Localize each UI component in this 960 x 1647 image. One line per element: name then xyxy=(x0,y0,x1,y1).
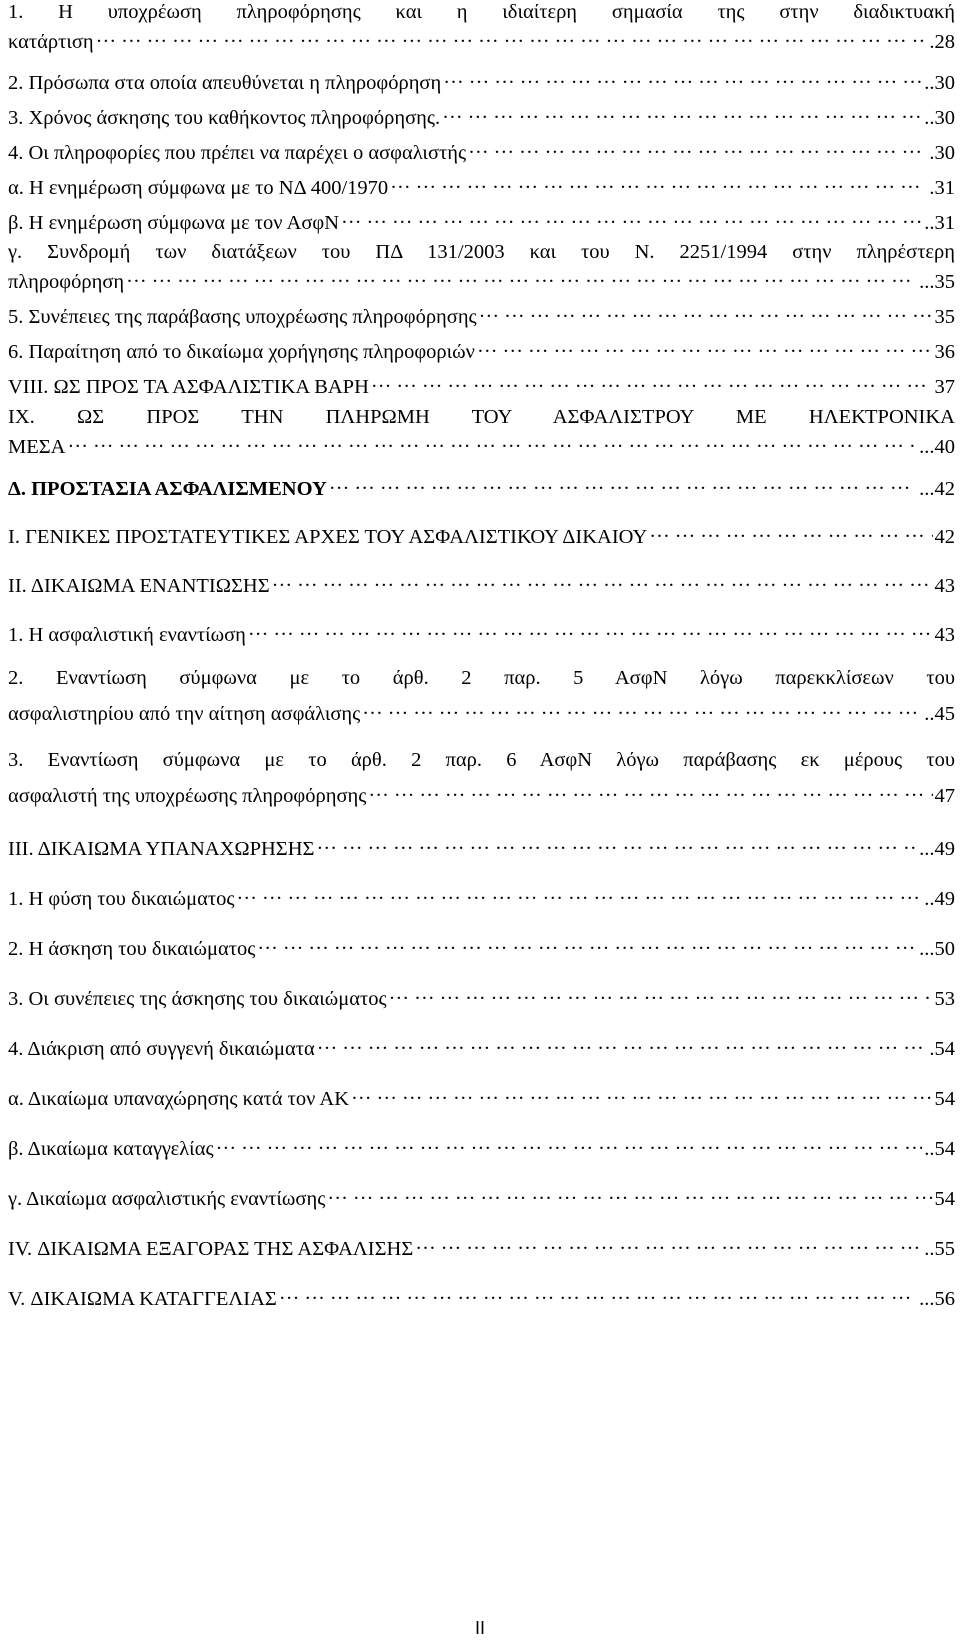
toc-entry xyxy=(8,405,955,471)
toc-page-number: .31 xyxy=(929,177,955,199)
toc-entry-title: α. Η ενημέρωση σύμφωνα με το ΝΔ 400/1970 xyxy=(8,177,389,199)
toc-entry-title-continued: κατάρτιση xyxy=(8,31,94,53)
toc-entry xyxy=(8,666,955,748)
dot-leader xyxy=(390,170,927,194)
dot-leader xyxy=(368,778,932,802)
toc-page-number: ..30 xyxy=(924,72,955,94)
toc-entry-title: 1. Η φύση του δικαιώματος xyxy=(8,888,235,910)
toc-entry xyxy=(8,299,955,334)
dot-leader xyxy=(248,617,933,641)
toc-entry xyxy=(8,369,955,405)
toc-page-number: 37 xyxy=(934,376,955,398)
page-number-footer: II xyxy=(474,1618,485,1638)
toc-entry xyxy=(8,1031,955,1081)
toc-entry xyxy=(8,100,955,135)
dot-leader xyxy=(126,264,917,288)
toc-entry-title: V. ΔΙΚΑΙΩΜΑ ΚΑΤΑΓΓΕΛΙΑΣ xyxy=(8,1288,277,1310)
toc-page-number: 43 xyxy=(934,624,955,646)
toc-entry-title: 2. Η άσκηση του δικαιώματος xyxy=(8,938,256,960)
toc-entry-title: 3. Οι συνέπειες της άσκησης του δικαιώματος xyxy=(8,988,387,1010)
toc-entry-title: 2. Εναντίωση σύμφωνα με το άρθ. 2 παρ. 5 ΑσφΝ λόγω παρεκκλίσεων του xyxy=(8,667,955,689)
dot-leader xyxy=(649,519,932,543)
toc-entry-title: 4. Διάκριση από συγγενή δικαιώματα xyxy=(8,1038,315,1060)
toc-entry xyxy=(8,205,955,240)
toc-entry-title: IX. ΩΣ ΠΡΟΣ ΤΗΝ ΠΛΗΡΩΜΗ ΤΟΥ ΑΣΦΑΛΙΣΤΡΟΥ ΜΕ ΗΛΕΚΤΡΟΝΙΚΑ xyxy=(8,406,955,428)
toc-entry xyxy=(8,881,955,931)
dot-leader xyxy=(329,471,917,495)
dot-leader xyxy=(442,100,922,124)
dot-leader xyxy=(316,831,917,855)
toc-entry-title: ΙΙ. ΔΙΚΑΙΩΜΑ ΕΝΑΝΤΙΩΣΗΣ xyxy=(8,575,270,597)
toc-entry-title-continued: ασφαλιστή της υποχρέωσης πληροφόρησης xyxy=(8,785,367,807)
toc-page-number: ..30 xyxy=(924,107,955,129)
toc-entry xyxy=(8,65,955,100)
dot-leader xyxy=(236,881,922,905)
toc-page-number: 43 xyxy=(934,575,955,597)
dot-leader xyxy=(272,568,933,592)
toc-page-number: ..55 xyxy=(924,1238,955,1260)
dot-leader xyxy=(351,1081,932,1105)
toc-entry-title-continued: ασφαλιστηρίου από την αίτηση ασφάλισης xyxy=(8,703,361,725)
toc-page-number: ...35 xyxy=(919,271,955,293)
toc-entry xyxy=(8,170,955,205)
toc-entry-title: γ. Συνδρομή των διατάξεων του ΠΔ 131/2003 και του Ν. 2251/1994 στην πληρέστερη xyxy=(8,241,955,263)
toc-entry xyxy=(8,568,955,617)
toc-page-number: .28 xyxy=(929,31,955,53)
toc-page-number: ...42 xyxy=(919,478,955,500)
toc-entry-title: 2. Πρόσωπα στα οποία απευθύνεται η πληροφόρηση xyxy=(8,72,442,94)
toc-page-number: ...49 xyxy=(919,838,955,860)
dot-leader xyxy=(468,135,927,159)
dot-leader xyxy=(68,429,918,453)
toc-entry-title: 1. Η υποχρέωση πληροφόρησης και η ιδιαίτερη σημασία της στην διαδικτυακή xyxy=(8,1,955,23)
dot-leader xyxy=(96,24,928,48)
toc-page-number: ...56 xyxy=(919,1288,955,1310)
dot-leader xyxy=(443,65,922,89)
toc-entry xyxy=(8,1231,955,1281)
toc-entry-title-continued: ΜΕΣΑ xyxy=(8,436,66,458)
toc-entry-title: 6. Παραίτηση από το δικαίωμα χορήγησης πληροφοριών xyxy=(8,341,475,363)
dot-leader xyxy=(317,1031,928,1055)
toc-page-number: 47 xyxy=(934,785,955,807)
toc-entry-title: 1. Η ασφαλιστική εναντίωση xyxy=(8,624,246,646)
dot-leader xyxy=(362,696,922,720)
dot-leader xyxy=(477,334,933,358)
toc-page-number: 36 xyxy=(934,341,955,363)
toc-entry xyxy=(8,1281,955,1331)
toc-entry-title-continued: πληροφόρηση xyxy=(8,271,125,293)
toc-entry xyxy=(8,135,955,170)
toc-entry xyxy=(8,519,955,568)
toc-entry-title: 4. Οι πληροφορίες που πρέπει να παρέχει ο ασφαλιστής xyxy=(8,142,467,164)
toc-page-number: ..45 xyxy=(924,703,955,725)
toc-page-number: 53 xyxy=(934,988,955,1010)
dot-leader xyxy=(279,1281,917,1305)
toc-entry xyxy=(8,931,955,981)
dot-leader xyxy=(257,931,917,955)
toc-entry-title: IV. ΔΙΚΑΙΩΜΑ ΕΞΑΓΟΡΑΣ ΤΗΣ ΑΣΦΑΛΙΣΗΣ xyxy=(8,1238,414,1260)
toc-entry-title: 3. Χρόνος άσκησης του καθήκοντος πληροφόρησης. xyxy=(8,107,441,129)
toc-entry-title: ΙΙΙ. ΔΙΚΑΙΩΜΑ ΥΠΑΝΑΧΩΡΗΣΗΣ xyxy=(8,838,315,860)
toc-entry-title: 3. Εναντίωση σύμφωνα με το άρθ. 2 παρ. 6 ΑσφΝ λόγω παράβασης εκ μέρους του xyxy=(8,749,955,771)
toc-page-number: ...40 xyxy=(919,436,955,458)
dot-leader xyxy=(415,1231,922,1255)
dot-leader xyxy=(216,1131,923,1155)
dot-leader xyxy=(341,205,922,229)
toc-entry xyxy=(8,1131,955,1181)
toc-entry-title: Δ. ΠΡΟΣΤΑΣΙΑ ΑΣΦΑΛΙΣΜΕΝΟΥ xyxy=(8,478,327,500)
toc-entry xyxy=(8,240,955,299)
toc-page-number: .30 xyxy=(929,142,955,164)
toc-page-number: ..49 xyxy=(924,888,955,910)
toc-entry-title: α. Δικαίωμα υπαναχώρησης κατά τον ΑΚ xyxy=(8,1088,350,1110)
toc-page-number: ..31 xyxy=(924,212,955,234)
dot-leader xyxy=(327,1181,932,1205)
toc-page-number: ...50 xyxy=(919,938,955,960)
toc-entry xyxy=(8,471,955,519)
toc-page-number: ..54 xyxy=(924,1138,955,1160)
toc-entry xyxy=(8,748,955,831)
toc-entry-title: 5. Συνέπειες της παράβασης υποχρέωσης πληροφόρησης xyxy=(8,306,477,328)
toc-entry xyxy=(8,617,955,666)
toc-page-number: 35 xyxy=(934,306,955,328)
toc-entry-title: VIII. ΩΣ ΠΡΟΣ ΤΑ ΑΣΦΑΛΙΣΤΙΚΑ ΒΑΡΗ xyxy=(8,376,369,398)
toc-entry xyxy=(8,0,955,65)
dot-leader xyxy=(389,981,933,1005)
toc-page xyxy=(8,0,955,1331)
toc-entry xyxy=(8,334,955,369)
toc-page-number: 54 xyxy=(934,1188,955,1210)
toc-page-number: .54 xyxy=(929,1038,955,1060)
toc-entry-title: β. Η ενημέρωση σύμφωνα με τον ΑσφΝ xyxy=(8,212,340,234)
toc-entry xyxy=(8,1181,955,1231)
dot-leader xyxy=(371,369,933,393)
toc-entry xyxy=(8,831,955,881)
toc-page-number: 54 xyxy=(934,1088,955,1110)
toc-page-number: 42 xyxy=(934,526,955,548)
dot-leader xyxy=(479,299,933,323)
toc-entry-title: γ. Δικαίωμα ασφαλιστικής εναντίωσης xyxy=(8,1188,326,1210)
toc-entry xyxy=(8,981,955,1031)
toc-entry-title: β. Δικαίωμα καταγγελίας xyxy=(8,1138,214,1160)
toc-entry-title: Ι. ΓΕΝΙΚΕΣ ΠΡΟΣΤΑΤΕΥΤΙΚΕΣ ΑΡΧΕΣ ΤΟΥ ΑΣΦΑΛΙΣΤΙΚΟΥ ΔΙΚΑΙΟΥ xyxy=(8,526,648,548)
toc-entry xyxy=(8,1081,955,1131)
